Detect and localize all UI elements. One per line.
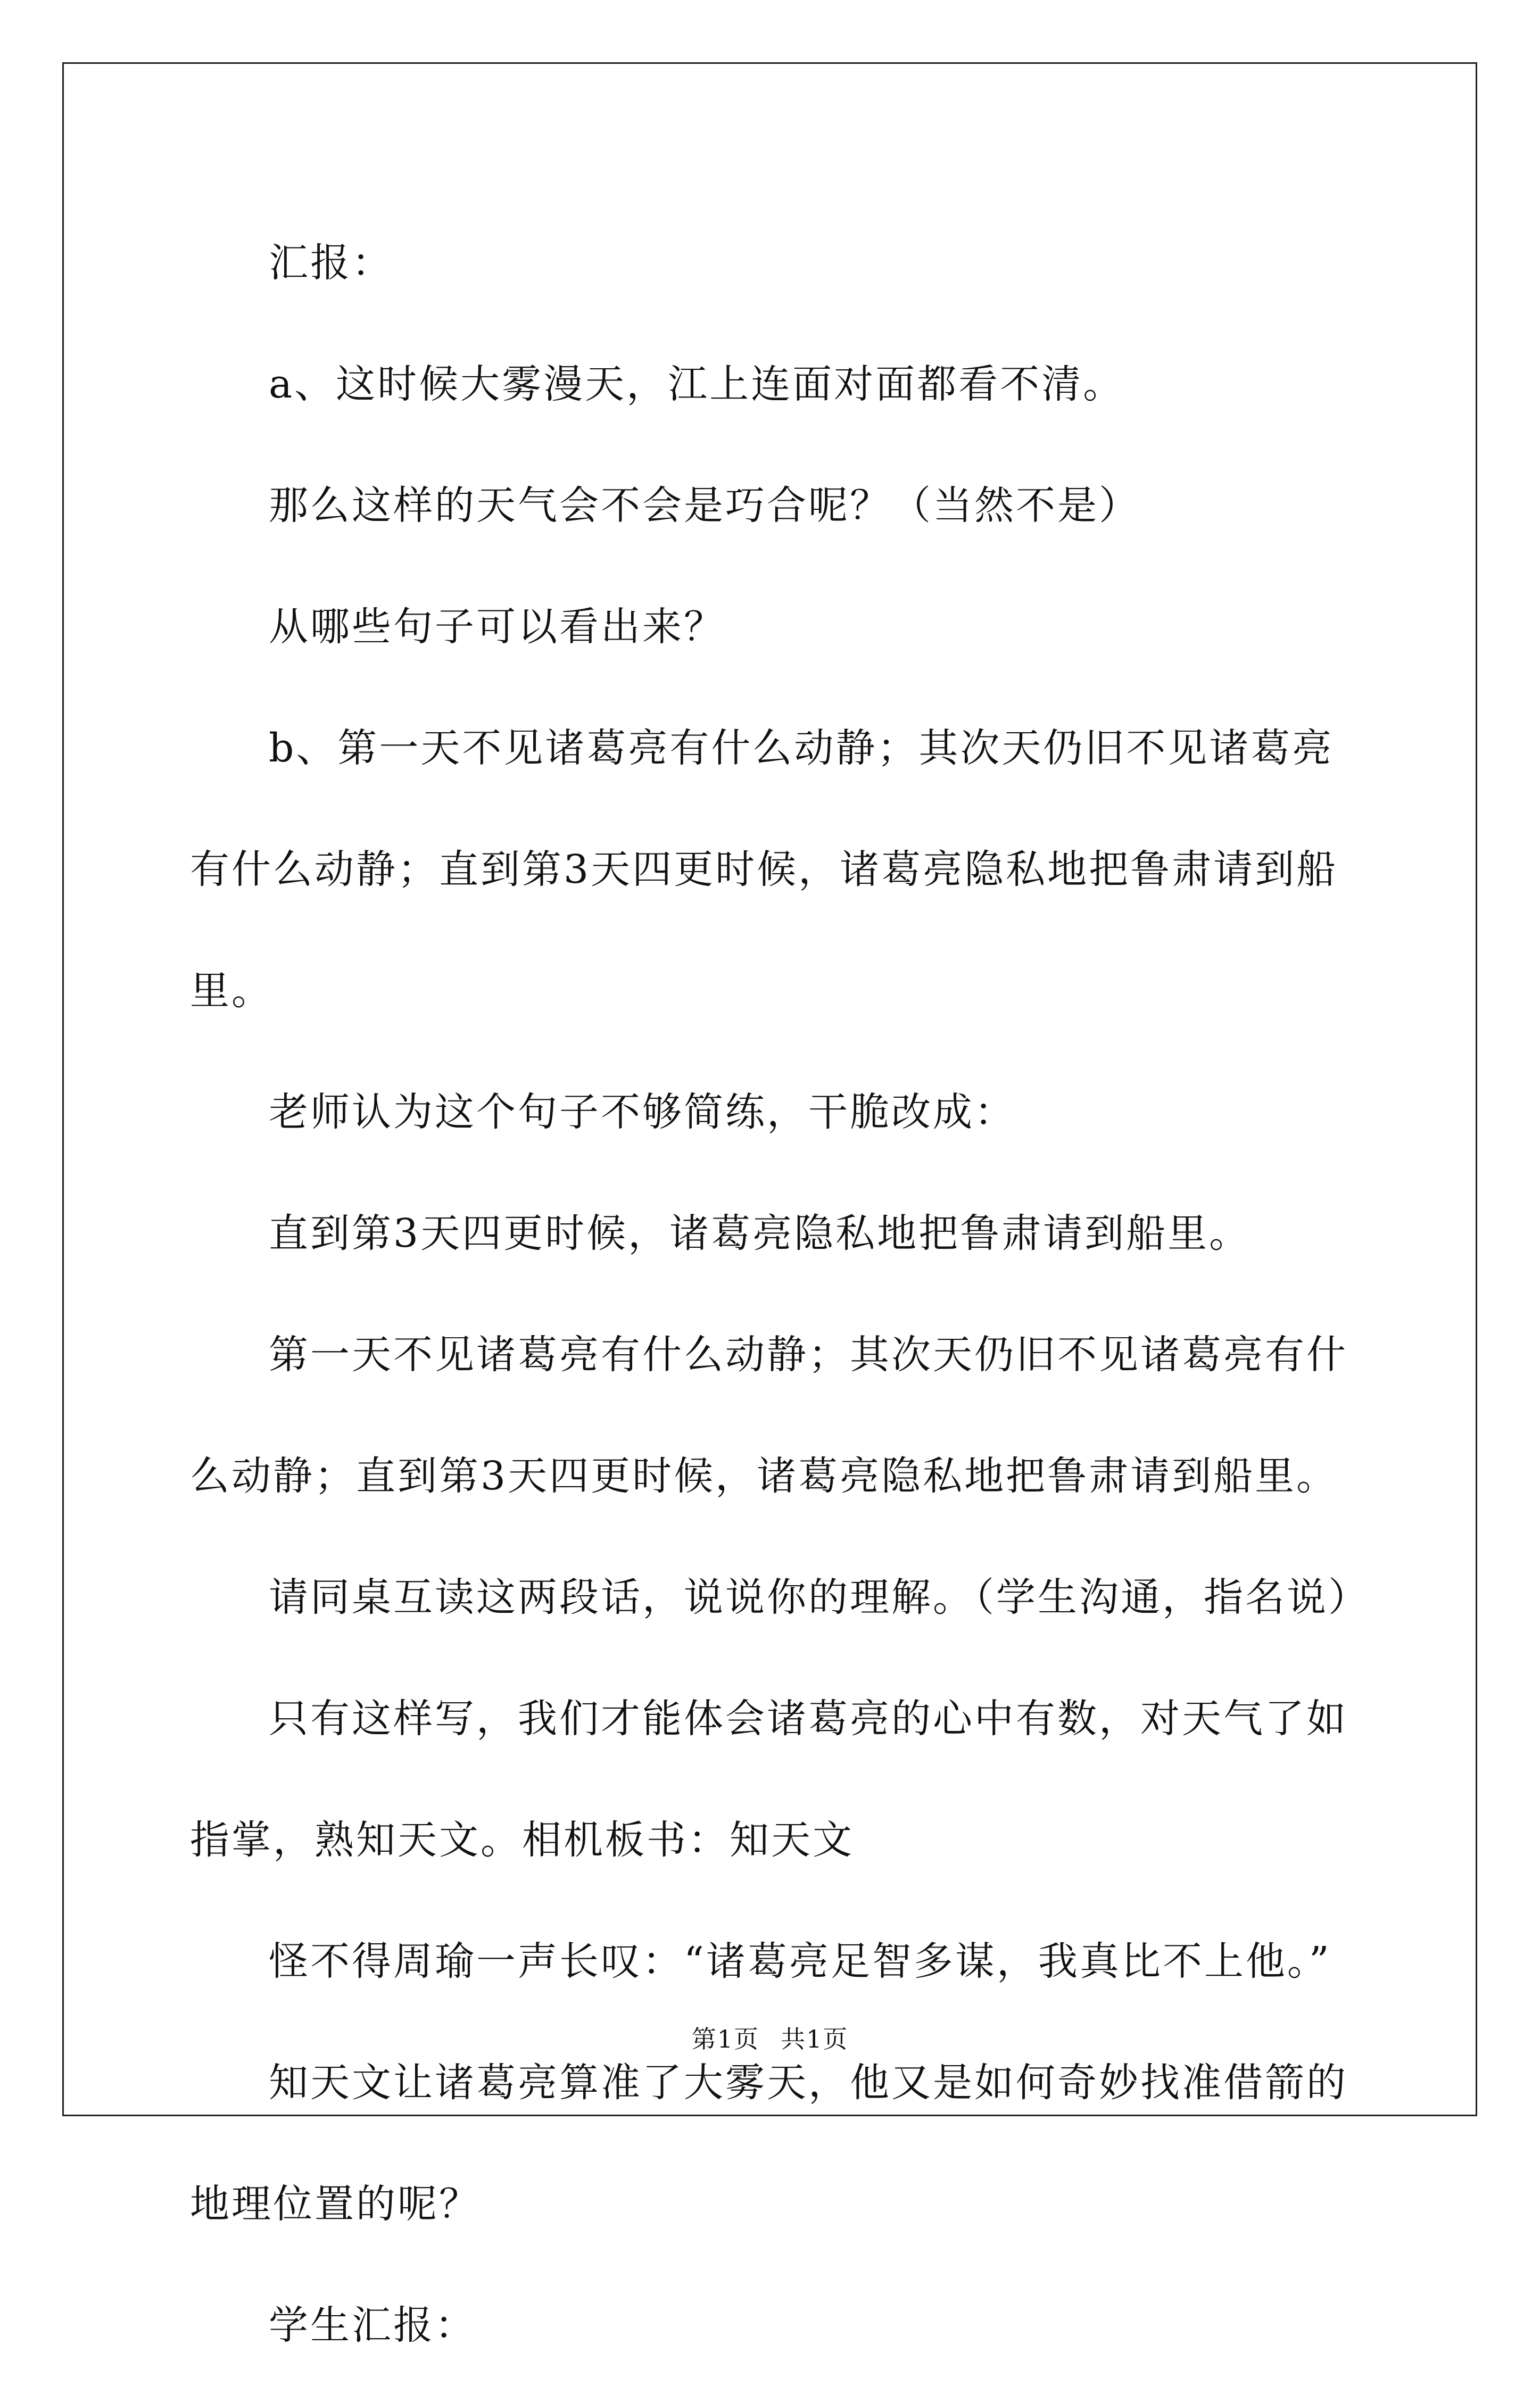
paragraph: 汇报： bbox=[269, 240, 393, 286]
paragraph: b、第一天不见诸葛亮有什么动静；其次天仍旧不见诸葛亮有什么动静；直到第3天四更时候，诸葛亮隐私地把鲁肃请到船里。 bbox=[190, 725, 1338, 1014]
page-total: 共1页 bbox=[781, 2025, 849, 2053]
paragraph: 第一天不见诸葛亮有什么动静；其次天仍旧不见诸葛亮有什么动静；直到第3天四更时候，诸葛亮隐私地把鲁肃请到船里。 bbox=[190, 1332, 1348, 1499]
paragraph: 直到第3天四更时候，诸葛亮隐私地把鲁肃请到船里。 bbox=[269, 1211, 1251, 1256]
paragraph: 请同桌互读这两段话，说说你的理解。（学生沟通，指名说） bbox=[269, 1575, 1370, 1620]
paragraph: 怪不得周瑜一声长叹：“诸葛亮足智多谋，我真比不上他。” bbox=[269, 1938, 1331, 1984]
paragraph: 从哪些句子可以看出来？ bbox=[269, 604, 725, 650]
page-footer bbox=[0, 2023, 1540, 2055]
paragraph: 学生汇报： bbox=[269, 2302, 476, 2348]
paragraph: 那么这样的天气会不会是巧合呢？（当然不是） bbox=[269, 483, 1140, 528]
paragraph: 知天文让诸葛亮算准了大雾天，他又是如何奇妙找准借箭的地理位置的呢？ bbox=[190, 2060, 1348, 2227]
paragraph: 老师认为这个句子不够简练，干脆改成： bbox=[269, 1089, 1016, 1135]
page-number: 第1页 bbox=[691, 2025, 759, 2053]
paragraph: a、这时候大雾漫天，江上连面对面都看不清。 bbox=[269, 361, 1125, 407]
paragraph: 只有这样写，我们才能体会诸葛亮的心中有数，对天气了如指掌，熟知天文。相机板书：知天文 bbox=[190, 1696, 1348, 1863]
document-body bbox=[190, 202, 1370, 2386]
